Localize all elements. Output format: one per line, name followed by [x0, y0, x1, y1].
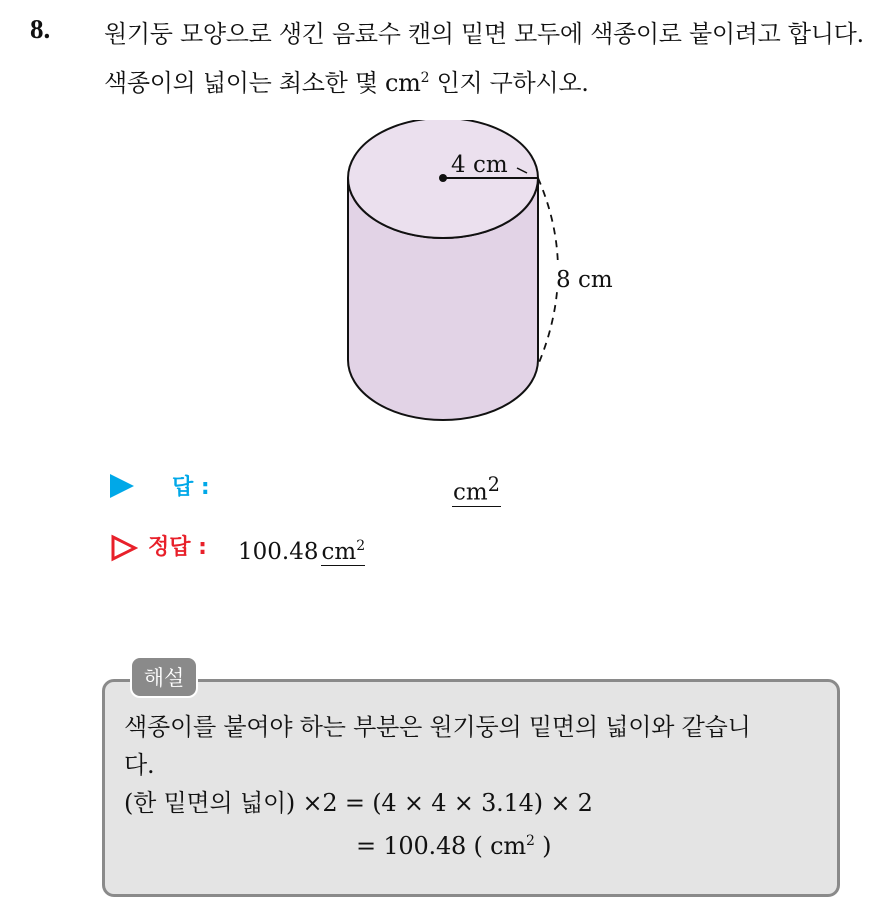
- correct-answer-value: 100.48: [238, 539, 319, 565]
- answer-label: 답 :: [172, 475, 210, 500]
- correct-answer-row: [110, 528, 490, 568]
- question-text-main: 원기둥 모양으로 생긴 음료수 캔의 밑면 모두에 색종이로 붙이려고 합니다. 색종이의 넓이는 최소한 몇 cm: [104, 20, 864, 97]
- answer-row: [110, 468, 530, 504]
- center-point: [439, 174, 447, 182]
- correct-answer-unit: [321, 533, 365, 566]
- solution-result: = 100.48 ( cm: [356, 832, 526, 860]
- solution-line-3: (한 밑면의 넓이) ×2 = (4 × 4 × 3.14) × 2: [124, 789, 593, 817]
- play-triangle-icon: [110, 474, 134, 498]
- question-text-end: 인지 구하시오.: [429, 69, 589, 97]
- radius-label: 4 cm: [451, 152, 508, 178]
- cylinder-figure: [330, 120, 640, 434]
- answer-unit: [452, 472, 501, 507]
- correct-answer-unit-exponent: 2: [356, 538, 366, 554]
- solution-result-end: ): [534, 832, 552, 860]
- correct-answer-label: 정답 :: [148, 535, 207, 560]
- solution-line-4: [124, 822, 830, 865]
- solution-line-2: 다.: [124, 751, 155, 779]
- cylinder-diagram: [330, 120, 640, 430]
- solution-line-1: 색종이를 붙여야 하는 부분은 원기둥의 밑면의 넓이와 같습니: [124, 713, 751, 741]
- correct-answer-unit-text: cm: [321, 539, 357, 565]
- answer-unit-text: cm: [453, 479, 488, 506]
- question-text: [104, 12, 874, 105]
- height-label: 8 cm: [556, 267, 613, 293]
- solution-text: [124, 708, 830, 865]
- question-number: 8.: [30, 14, 51, 44]
- answer-unit-exponent: 2: [487, 473, 500, 496]
- solution-result-exponent: 2: [525, 833, 535, 849]
- correct-answer-value-group: [238, 533, 365, 566]
- question-unit-exponent: 2: [420, 70, 430, 86]
- solution-tag: 해설: [130, 656, 198, 698]
- outline-triangle-icon: [110, 534, 138, 562]
